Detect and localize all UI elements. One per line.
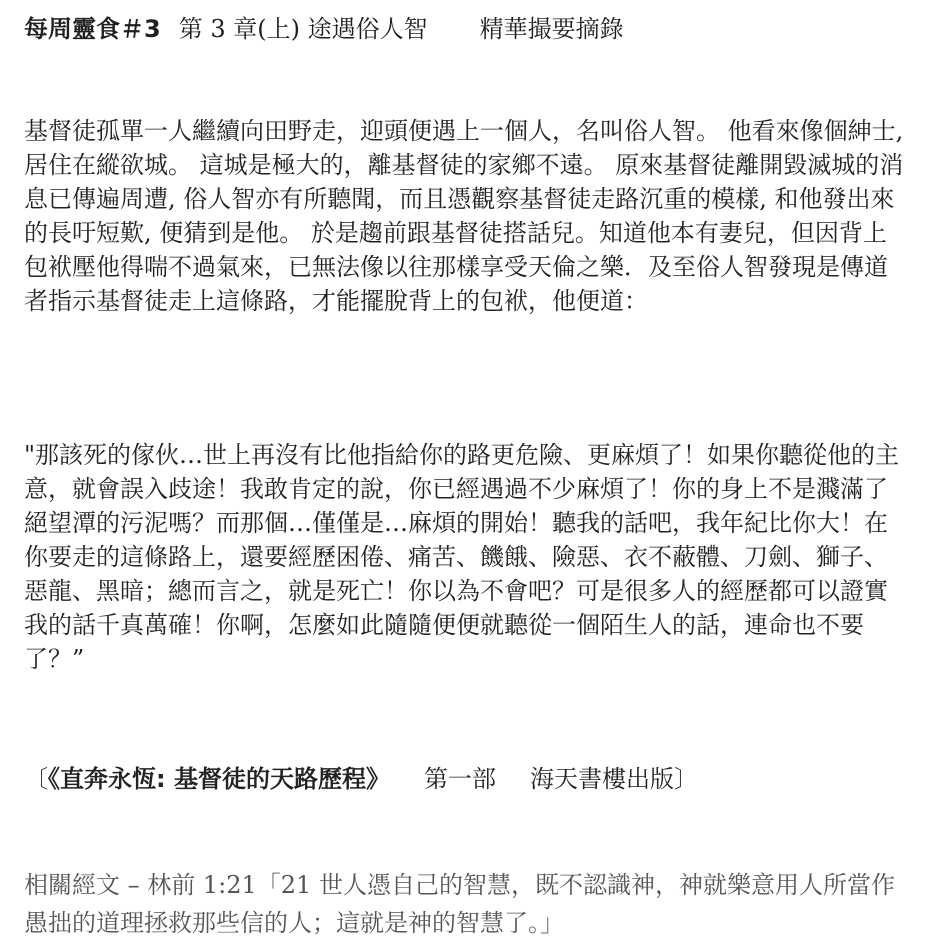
series-title: 每周靈食＃3 (24, 15, 161, 43)
publisher: 海天書樓出版 (529, 765, 674, 793)
section-label: 精華撮要摘錄 (479, 15, 624, 43)
book-title: 《直奔永恆: 基督徒的天路歷程》 (48, 765, 390, 793)
scripture-reference: 相關經文 – 林前 1:21「21 世人憑自己的智慧，既不認識神，神就樂意用人所當作愚拙的道理拯救那些信的人；這就是神的智慧了。」 (24, 871, 895, 937)
source-open-bracket: 〔 (24, 765, 48, 793)
chapter-title: 第 3 章(上) 途遇俗人智 (178, 15, 428, 43)
document-header (24, 10, 624, 48)
book-part: 第一部 (423, 765, 496, 793)
quote-paragraph: "那該死的傢伙…世上再沒有比他指給你的路更危險、更麻煩了！如果你聽從他的主意，就會誤入歧途！我敢肯定的說，你已經遇過不少麻煩了！你的身上不是濺滿了絕望潭的污泥嗎？而那個…僅僅是…麻煩的開始！聽我的話吧，我年紀比你大！在你要走的這條路上，還要經歷困倦、痛苦、饑餓、險惡、衣不蔽體、刀劍、獅子、惡龍、黑暗；總而言之，就是死亡！你以為不會吧？可是很多人的經歷都可以證實我的話千真萬確！你啊，怎麼如此隨隨便便就聽從一個陌生人的話，連命也不要了？” (24, 441, 900, 673)
source-close-bracket: 〕 (673, 765, 698, 793)
narrative-paragraph: 基督徒孤單一人繼續向田野走，迎頭便遇上一個人，名叫俗人智。 他看來像個紳士, 居住在縱欲城。 這城是極大的，離基督徒的家鄉不遠。 原來基督徒離開毀滅城的消息已傳遍周遭, 俗人智亦有所聽聞，而且憑觀察基督徒走路沉重的模樣, 和他發出來的長吁短歎, 便猜到是他。 於是趨前跟基督徒搭話兒。知道他本有妻兒，但因背上包袱壓他得喘不過氣來，已無法像以往那樣享受天倫之樂．及至俗人智發現是傳道者指示基督徒走上這條路，才能擺脫背上的包袱，他便道： (24, 117, 904, 315)
source-citation (24, 762, 904, 796)
